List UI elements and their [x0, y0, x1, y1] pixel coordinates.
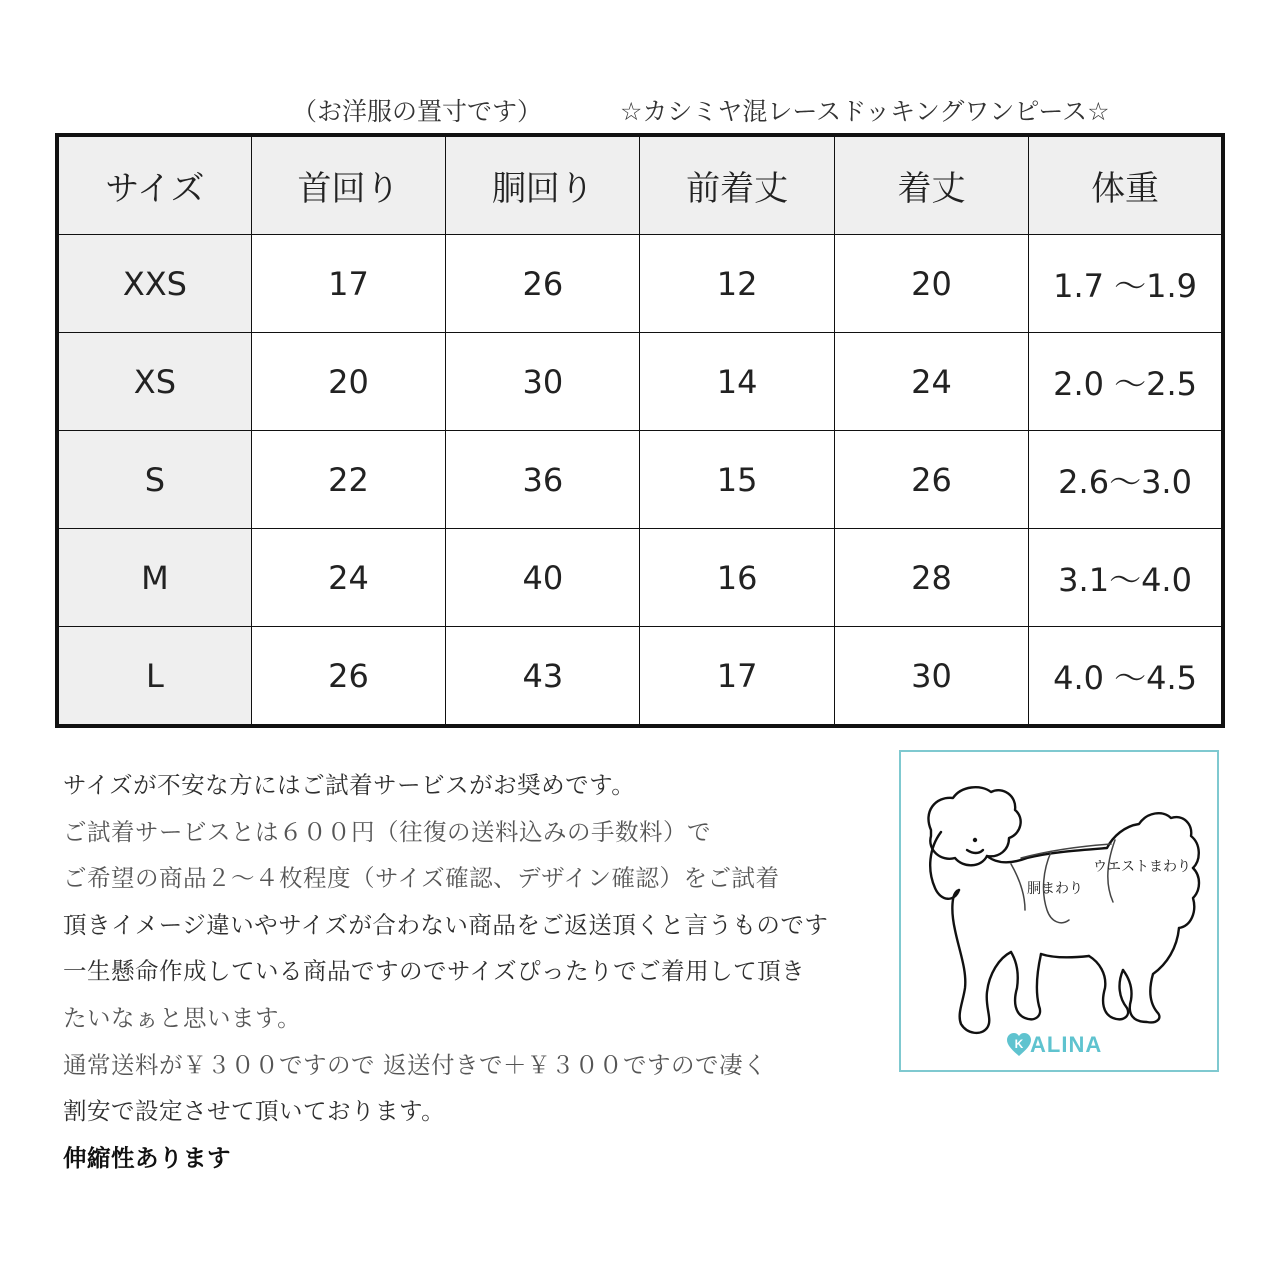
- cell-chest: 40: [446, 529, 640, 627]
- caption-measurement-note: （お洋服の置寸です）: [292, 97, 543, 126]
- dog-eye-icon: [973, 838, 977, 842]
- cell-length: 28: [834, 529, 1028, 627]
- cell-size: XS: [57, 333, 251, 431]
- cell-neck: 17: [251, 235, 445, 333]
- cell-neck: 24: [251, 529, 445, 627]
- cell-chest: 26: [446, 235, 640, 333]
- note-line: 通常送料が￥３００ですので 返送付きで＋￥３００ですので凄く: [63, 1050, 767, 1079]
- cell-front-length: 16: [640, 529, 834, 627]
- header-front-length: 前着丈: [640, 135, 834, 235]
- cell-weight: 4.0 ～4.5: [1029, 627, 1223, 727]
- cell-chest: 30: [446, 333, 640, 431]
- brand-initial: K: [1014, 1037, 1024, 1051]
- table-row: [57, 431, 1223, 529]
- header-length: 着丈: [834, 135, 1028, 235]
- dog-measurement-diagram: [899, 750, 1219, 1072]
- note-line: 一生懸命作成している商品ですのでサイズぴったりでご着用して頂き: [63, 957, 806, 986]
- cell-length: 26: [834, 431, 1028, 529]
- cell-front-length: 15: [640, 431, 834, 529]
- cell-length: 20: [834, 235, 1028, 333]
- cell-neck: 20: [251, 333, 445, 431]
- cell-length: 24: [834, 333, 1028, 431]
- stretch-note: 伸縮性あります: [63, 1143, 231, 1172]
- note-line: 頂きイメージ違いやサイズが合わない商品をご返送頂くと言うものです: [63, 910, 829, 939]
- cell-chest: 43: [446, 627, 640, 727]
- header-weight: 体重: [1029, 135, 1223, 235]
- size-chart-table: [55, 133, 1225, 728]
- kalina-logo: [1006, 1030, 1102, 1060]
- body-girth-label: 胴まわり: [1027, 881, 1083, 897]
- note-line: ご希望の商品２～４枚程度（サイズ確認、デザイン確認）をご試着: [63, 864, 780, 893]
- cell-front-length: 12: [640, 235, 834, 333]
- cell-front-length: 14: [640, 333, 834, 431]
- table-header-row: [57, 135, 1223, 235]
- caption-product-name: ☆カシミヤ混レースドッキングワンピース☆: [620, 97, 1110, 126]
- cell-length: 30: [834, 627, 1028, 727]
- table-row: [57, 529, 1223, 627]
- note-line: ご試着サービスとは６００円（往復の送料込みの手数料）で: [63, 817, 711, 846]
- dog-outline-illustration: [901, 752, 1217, 1070]
- table-row: [57, 627, 1223, 727]
- cell-size: S: [57, 431, 251, 529]
- brand-name: ALINA: [1030, 1032, 1103, 1057]
- cell-size: XXS: [57, 235, 251, 333]
- waist-label: ウエストまわり: [1093, 859, 1191, 875]
- cell-front-length: 17: [640, 627, 834, 727]
- header-neck: 首回り: [251, 135, 445, 235]
- cell-chest: 36: [446, 431, 640, 529]
- cell-weight: 2.0 ～2.5: [1029, 333, 1223, 431]
- cell-weight: 3.1～4.0: [1029, 529, 1223, 627]
- cell-weight: 1.7 ～1.9: [1029, 235, 1223, 333]
- fitting-service-notes: [63, 762, 903, 1181]
- table-row: [57, 333, 1223, 431]
- cell-size: M: [57, 529, 251, 627]
- cell-weight: 2.6～3.0: [1029, 431, 1223, 529]
- header-size: サイズ: [57, 135, 251, 235]
- note-line: たいなぁと思います。: [63, 1003, 302, 1032]
- cell-neck: 22: [251, 431, 445, 529]
- note-line: サイズが不安な方にはご試着サービスがお奨めです。: [63, 771, 636, 799]
- note-line: 割安で設定させて頂いております。: [63, 1097, 446, 1126]
- cell-size: L: [57, 627, 251, 727]
- cell-neck: 26: [251, 627, 445, 727]
- heart-icon: [1006, 1032, 1032, 1058]
- table-row: [57, 235, 1223, 333]
- header-chest: 胴回り: [446, 135, 640, 235]
